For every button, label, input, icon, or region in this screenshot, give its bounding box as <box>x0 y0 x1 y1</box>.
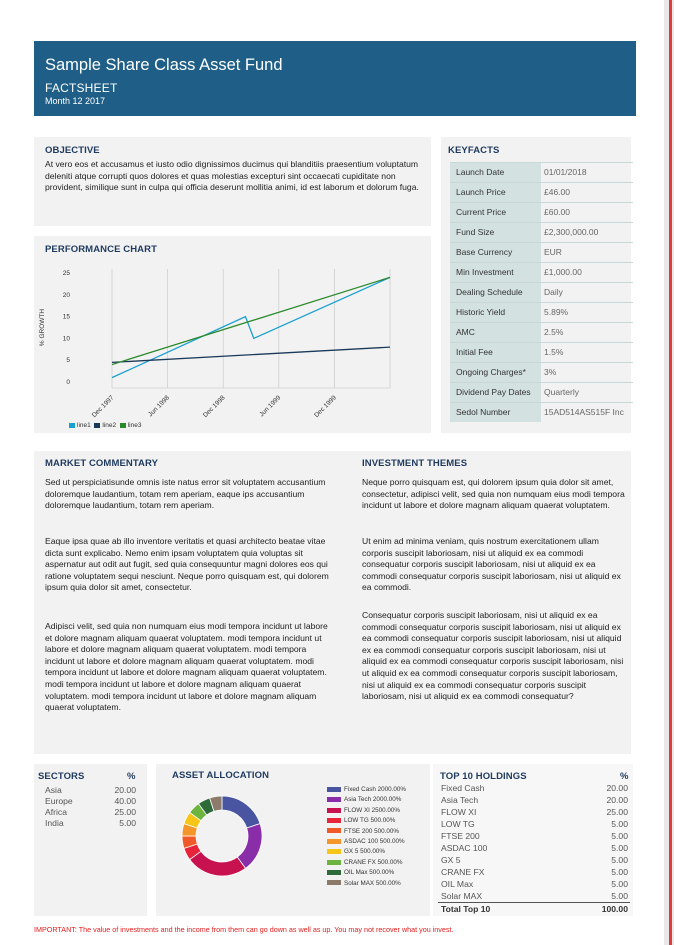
keyfact-label: Dealing Schedule <box>450 283 541 302</box>
holding-value: 5.00 <box>611 855 628 865</box>
chart-legend <box>69 422 141 429</box>
series-line-line1 <box>112 277 390 377</box>
legend-label: GX 5 500.00% <box>344 848 385 856</box>
legend-label: CRANE FX 500.00% <box>344 858 403 866</box>
y-tick-label: 10 <box>62 335 70 343</box>
holding-name: Asia Tech <box>441 795 479 805</box>
market-paragraph-3: Adipisci velit, sed quia non numquam eius modi tempora incidunt ut labore et dolore magnam aliquam quaerat voluptatem. modi tempora incidunt ut labore et dolore magnam aliquam quaerat voluptatem. modi tempora incidunt ut labore et dolore magnam aliquam quaerat voluptatem. modi tempora incidunt ut labore et dolore magnam aliquam quaerat voluptatem. modi tempora incidunt ut labore et dolore magnam aliquam quaerat voluptatem. modi tempora incidunt ut labore et dolore magnam aliquam quaerat voluptatem. <box>45 621 328 713</box>
keyfacts-panel <box>441 137 631 433</box>
holding-name: ASDAC 100 <box>441 843 488 853</box>
keyfact-row <box>450 402 633 422</box>
vertical-scrollbar[interactable] <box>664 0 674 945</box>
keyfact-value: £46.00 <box>544 187 570 197</box>
keyfact-row <box>450 262 633 282</box>
legend-swatch <box>327 880 341 885</box>
legend-item-line3: line3 <box>120 422 142 429</box>
keyfact-value: 15AD514AS515F Inc <box>544 407 624 417</box>
legend-label: ASDAC 100 500.00% <box>344 838 405 845</box>
sector-value: 40.00 <box>114 796 136 806</box>
keyfact-row <box>450 202 633 222</box>
keyfact-label: Ongoing Charges* <box>450 363 541 382</box>
allocation-legend-item <box>327 795 401 804</box>
legend-swatch <box>327 808 341 813</box>
holding-value: 20.00 <box>606 783 628 793</box>
legend-swatch <box>327 818 341 823</box>
sector-name: Asia <box>45 785 62 795</box>
keyfact-value: EUR <box>544 247 562 257</box>
themes-paragraph-3: Consequatur corporis suscipit laboriosam, nisi ut aliquid ex ea commodi consequatur corporis suscipit laboriosam, nisi ut aliquid ex ea commodi consequatur corporis suscipit laboriosam, nisi ut aliquid ex ea commodi consequatur corporis suscipit laboriosam, nisi ut aliquid ex ea commodi consequatur corporis suscipit laboriosam, nisi ut aliquid ex ea commodi consequatur corporis suscipit laboriosam, nisi ut aliquid ex ea commodi consequatur corporis suscipit laboriosam, nisi ut aliquid ex ea commodi consequatur? <box>362 610 624 702</box>
y-tick-label: 0 <box>66 379 70 386</box>
objective-panel <box>34 137 431 226</box>
keyfact-label: Dividend Pay Dates <box>450 383 541 402</box>
sector-name: Europe <box>45 796 73 806</box>
keyfact-row <box>450 322 633 342</box>
allocation-legend-item <box>327 806 400 815</box>
keyfact-label: Current Price <box>450 203 541 222</box>
keyfact-value: £2,300,000.00 <box>544 227 599 237</box>
sectors-pct-header: % <box>127 771 136 782</box>
keyfact-row <box>450 222 633 242</box>
legend-swatch <box>327 839 341 844</box>
holding-name: GX 5 <box>441 855 461 865</box>
keyfact-label: Min Investment <box>450 263 541 282</box>
allocation-legend-item <box>327 847 385 856</box>
allocation-legend-item <box>327 858 402 867</box>
holding-name: OIL Max <box>441 879 474 889</box>
y-tick-label: 15 <box>62 313 70 321</box>
keyfact-value: 01/01/2018 <box>544 167 587 177</box>
sector-value: 5.00 <box>119 818 136 828</box>
keyfact-value: £60.00 <box>544 207 570 217</box>
allocation-legend-item <box>327 868 394 877</box>
holding-value: 5.00 <box>611 819 628 829</box>
keyfact-row <box>450 182 633 202</box>
x-tick-label: Dec 1998 <box>201 394 227 420</box>
objective-text: At vero eos et accusamus et iusto odio dignissimos ducimus qui blanditiis praesentium voluptatum deleniti atque corrupti quos dolores et quas molestias excepturi sint occaecati cupiditate non provident, similique sunt in culpa qui officia deserunt mollitia animi, id est laborum et dolorum fuga. <box>45 159 419 193</box>
allocation-title: ASSET ALLOCATION <box>172 770 270 781</box>
themes-paragraph-1: Neque porro quisquam est, qui dolorem ipsum quia dolor sit amet, consectetur, adipisci velit, sed quia non numquam eius modi tempora incidunt ut labore et dolore magnam aliquam quaerat voluptatem. <box>362 477 625 511</box>
y-tick-label: 20 <box>62 291 70 299</box>
holdings-title: TOP 10 HOLDINGS <box>440 771 527 782</box>
holding-value: 5.00 <box>611 843 628 853</box>
legend-swatch <box>327 797 341 802</box>
keyfact-label: Initial Fee <box>450 343 541 362</box>
keyfact-label: Launch Price <box>450 183 541 202</box>
holding-value: 5.00 <box>611 891 628 901</box>
keyfact-row <box>450 162 633 182</box>
sectors-title: SECTORS <box>38 771 85 782</box>
objective-title: OBJECTIVE <box>45 145 100 156</box>
holding-name: Fixed Cash <box>441 783 485 793</box>
legend-label: Asia Tech 2000.00% <box>344 796 402 804</box>
legend-label: LOW TG 500.00% <box>344 817 396 825</box>
themes-paragraph-2: Ut enim ad minima veniam, quis nostrum exercitationem ullam corporis suscipit laboriosam, nisi ut aliquid ex ea commodi consequatur corporis suscipit laboriosam, nisi ut aliquid ex ea commodi consequatur corporis suscipit laboriosam, nisi ut aliquid ex ea commodi. <box>362 536 621 593</box>
market-commentary-title: MARKET COMMENTARY <box>45 458 159 469</box>
investment-themes-title: INVESTMENT THEMES <box>362 458 468 469</box>
legend-swatch <box>327 828 341 833</box>
keyfact-label: Sedol Number <box>450 403 541 422</box>
keyfact-row <box>450 342 633 362</box>
holding-name: Solar MAX <box>441 891 483 901</box>
holdings-total-label: Total Top 10 <box>441 904 491 914</box>
market-paragraph-2: Eaque ipsa quae ab illo inventore veritatis et quasi architecto beatae vitae dicta sunt explicabo. Nemo enim ipsam voluptatem quia voluptas sit aspernatur aut odit aut fugit, sed quia consequuntur magni dolores eos qui ratione voluptatem sequi nesciunt. Neque porro quisquam est, qui dolorem ipsum quia dolor sit amet, consectetur. <box>45 536 329 593</box>
keyfact-label: Historic Yield <box>450 303 541 322</box>
keyfact-value: 5.89% <box>544 307 569 317</box>
keyfact-value: Quarterly <box>544 387 579 397</box>
holding-value: 20.00 <box>606 795 628 805</box>
allocation-legend-item <box>327 785 406 794</box>
donut-slice-fixed-cash <box>222 796 260 828</box>
allocation-donut-chart <box>172 786 272 886</box>
sector-name: India <box>45 818 64 828</box>
allocation-legend-item <box>327 837 405 846</box>
y-axis-label: % GROWTH <box>39 308 46 347</box>
market-paragraph-1: Sed ut perspiciatisunde omnis iste natus error sit voluptatem accusantium doloremque laudantium, totam rem aperiam, eaque ips accusantium doloremque laudantium, totam rem aperiam. <box>45 477 326 511</box>
important-disclaimer: IMPORTANT: The value of investments and the income from them can go down as well as up. You may not recover what you invest. <box>34 925 454 934</box>
keyfact-row <box>450 302 633 322</box>
series-line-line3 <box>112 277 390 364</box>
holding-value: 5.00 <box>611 879 628 889</box>
legend-swatch <box>327 860 341 865</box>
keyfact-label: AMC <box>450 323 541 342</box>
legend-label: FTSE 200 500.00% <box>344 827 399 835</box>
keyfact-label: Base Currency <box>450 243 541 262</box>
keyfact-value: £1,000.00 <box>544 267 582 277</box>
x-tick-label: Jun 1998 <box>147 394 172 419</box>
series-line-line2 <box>112 347 390 362</box>
keyfact-row <box>450 282 633 302</box>
holding-name: LOW TG <box>441 819 475 829</box>
performance-title: PERFORMANCE CHART <box>45 244 158 255</box>
factsheet-label: FACTSHEET <box>45 81 118 95</box>
holding-name: FLOW XI <box>441 807 477 817</box>
x-tick-label: Dec 1997 <box>90 394 116 420</box>
y-tick-label: 25 <box>62 270 70 277</box>
holdings-pct-header: % <box>620 771 629 782</box>
legend-label: OIL Max 500.00% <box>344 869 395 877</box>
holdings-total-divider <box>438 902 630 903</box>
holding-value: 25.00 <box>606 807 628 817</box>
legend-swatch <box>327 787 341 792</box>
keyfact-value: 1.5% <box>544 347 564 357</box>
legend-label: Solar MAX 500.00% <box>344 879 401 887</box>
performance-chart <box>34 236 431 433</box>
x-tick-label: Dec 1999 <box>313 394 338 420</box>
allocation-legend-item <box>327 816 395 825</box>
sector-value: 25.00 <box>114 807 136 817</box>
legend-label: FLOW XI 2500.00% <box>344 806 400 814</box>
keyfact-value: 3% <box>544 367 557 377</box>
fund-title: Sample Share Class Asset Fund <box>45 56 283 74</box>
legend-swatch <box>327 870 341 875</box>
holding-value: 5.00 <box>611 867 628 877</box>
holding-value: 5.00 <box>611 831 628 841</box>
allocation-legend-item <box>327 827 399 836</box>
legend-label: Fixed Cash 2000.00% <box>344 786 406 793</box>
legend-item-line1: line1 <box>69 422 91 429</box>
legend-swatch <box>327 849 341 854</box>
holdings-total-value: 100.00 <box>601 904 628 914</box>
keyfact-value: 2.5% <box>544 327 564 337</box>
factsheet-date: Month 12 2017 <box>45 96 106 106</box>
x-tick-label: Jun 1999 <box>258 394 283 419</box>
scrollbar-thumb[interactable] <box>669 0 672 945</box>
keyfact-row <box>450 362 633 382</box>
keyfact-label: Launch Date <box>450 163 541 182</box>
keyfacts-title: KEYFACTS <box>448 145 500 156</box>
sector-value: 20.00 <box>114 785 136 795</box>
keyfact-row <box>450 242 633 262</box>
keyfact-value: Daily <box>544 287 563 297</box>
keyfact-row <box>450 382 633 402</box>
holding-name: CRANE FX <box>441 867 485 877</box>
header-banner <box>34 41 636 116</box>
sector-name: Africa <box>45 807 67 817</box>
keyfact-label: Fund Size <box>450 223 541 242</box>
legend-item-line2: line2 <box>94 422 116 429</box>
holding-name: FTSE 200 <box>441 831 480 841</box>
allocation-legend-item <box>327 879 401 888</box>
y-tick-label: 5 <box>66 357 70 365</box>
donut-slice-flow-xi <box>190 851 246 876</box>
